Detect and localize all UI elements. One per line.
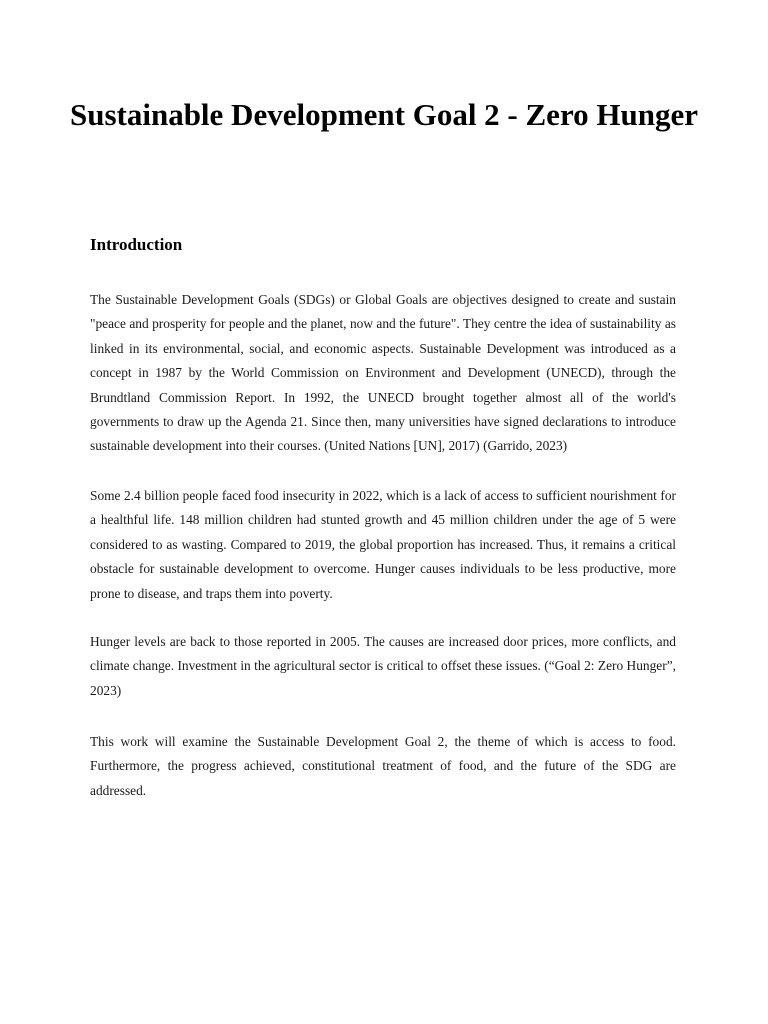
document-title: Sustainable Development Goal 2 - Zero Hunger (69, 97, 699, 132)
paragraph-2: Some 2.4 billion people faced food insecurity in 2022, which is a lack of access to sufficient nourishment for a healthful life. 148 million children had stunted growth and 45 million children under the age of 5 were considered to as wasting. Compared to 2019, the global proportion has increased. Thus, it remains a critical obstacle for sustainable development to overcome. Hunger causes individuals to be less productive, more prone to disease, and traps them into poverty. (90, 488, 676, 601)
paragraph-3: Hunger levels are back to those reported in 2005. The causes are increased door prices, more conflicts, and climate change. Investment in the agricultural sector is critical to offset these issues. (“Goal 2: Zero Hunger”, 2023) (90, 634, 676, 698)
section-heading-introduction: Introduction (90, 235, 183, 254)
paragraph-1: The Sustainable Development Goals (SDGs) or Global Goals are objectives designed to create and sustain "peace and prosperity for people and the planet, now and the future". They centre the idea of sustainability as linked in its environmental, social, and economic aspects. Sustainable Development was introduced as a concept in 1987 by the World Commission on Environment and Development (UNECD), through the Brundtland Commission Report. In 1992, the UNECD brought together almost all of the world's governments to draw up the Agenda 21. Since then, many universities have signed declarations to introduce sustainable development into their courses. (United Nations [UN], 2017) (Garrido, 2023) (90, 292, 676, 454)
paragraph-4: This work will examine the Sustainable Development Goal 2, the theme of which is access to food. Furthermore, the progress achieved, constitutional treatment of food, and the future of the SDG are addressed. (90, 734, 676, 798)
